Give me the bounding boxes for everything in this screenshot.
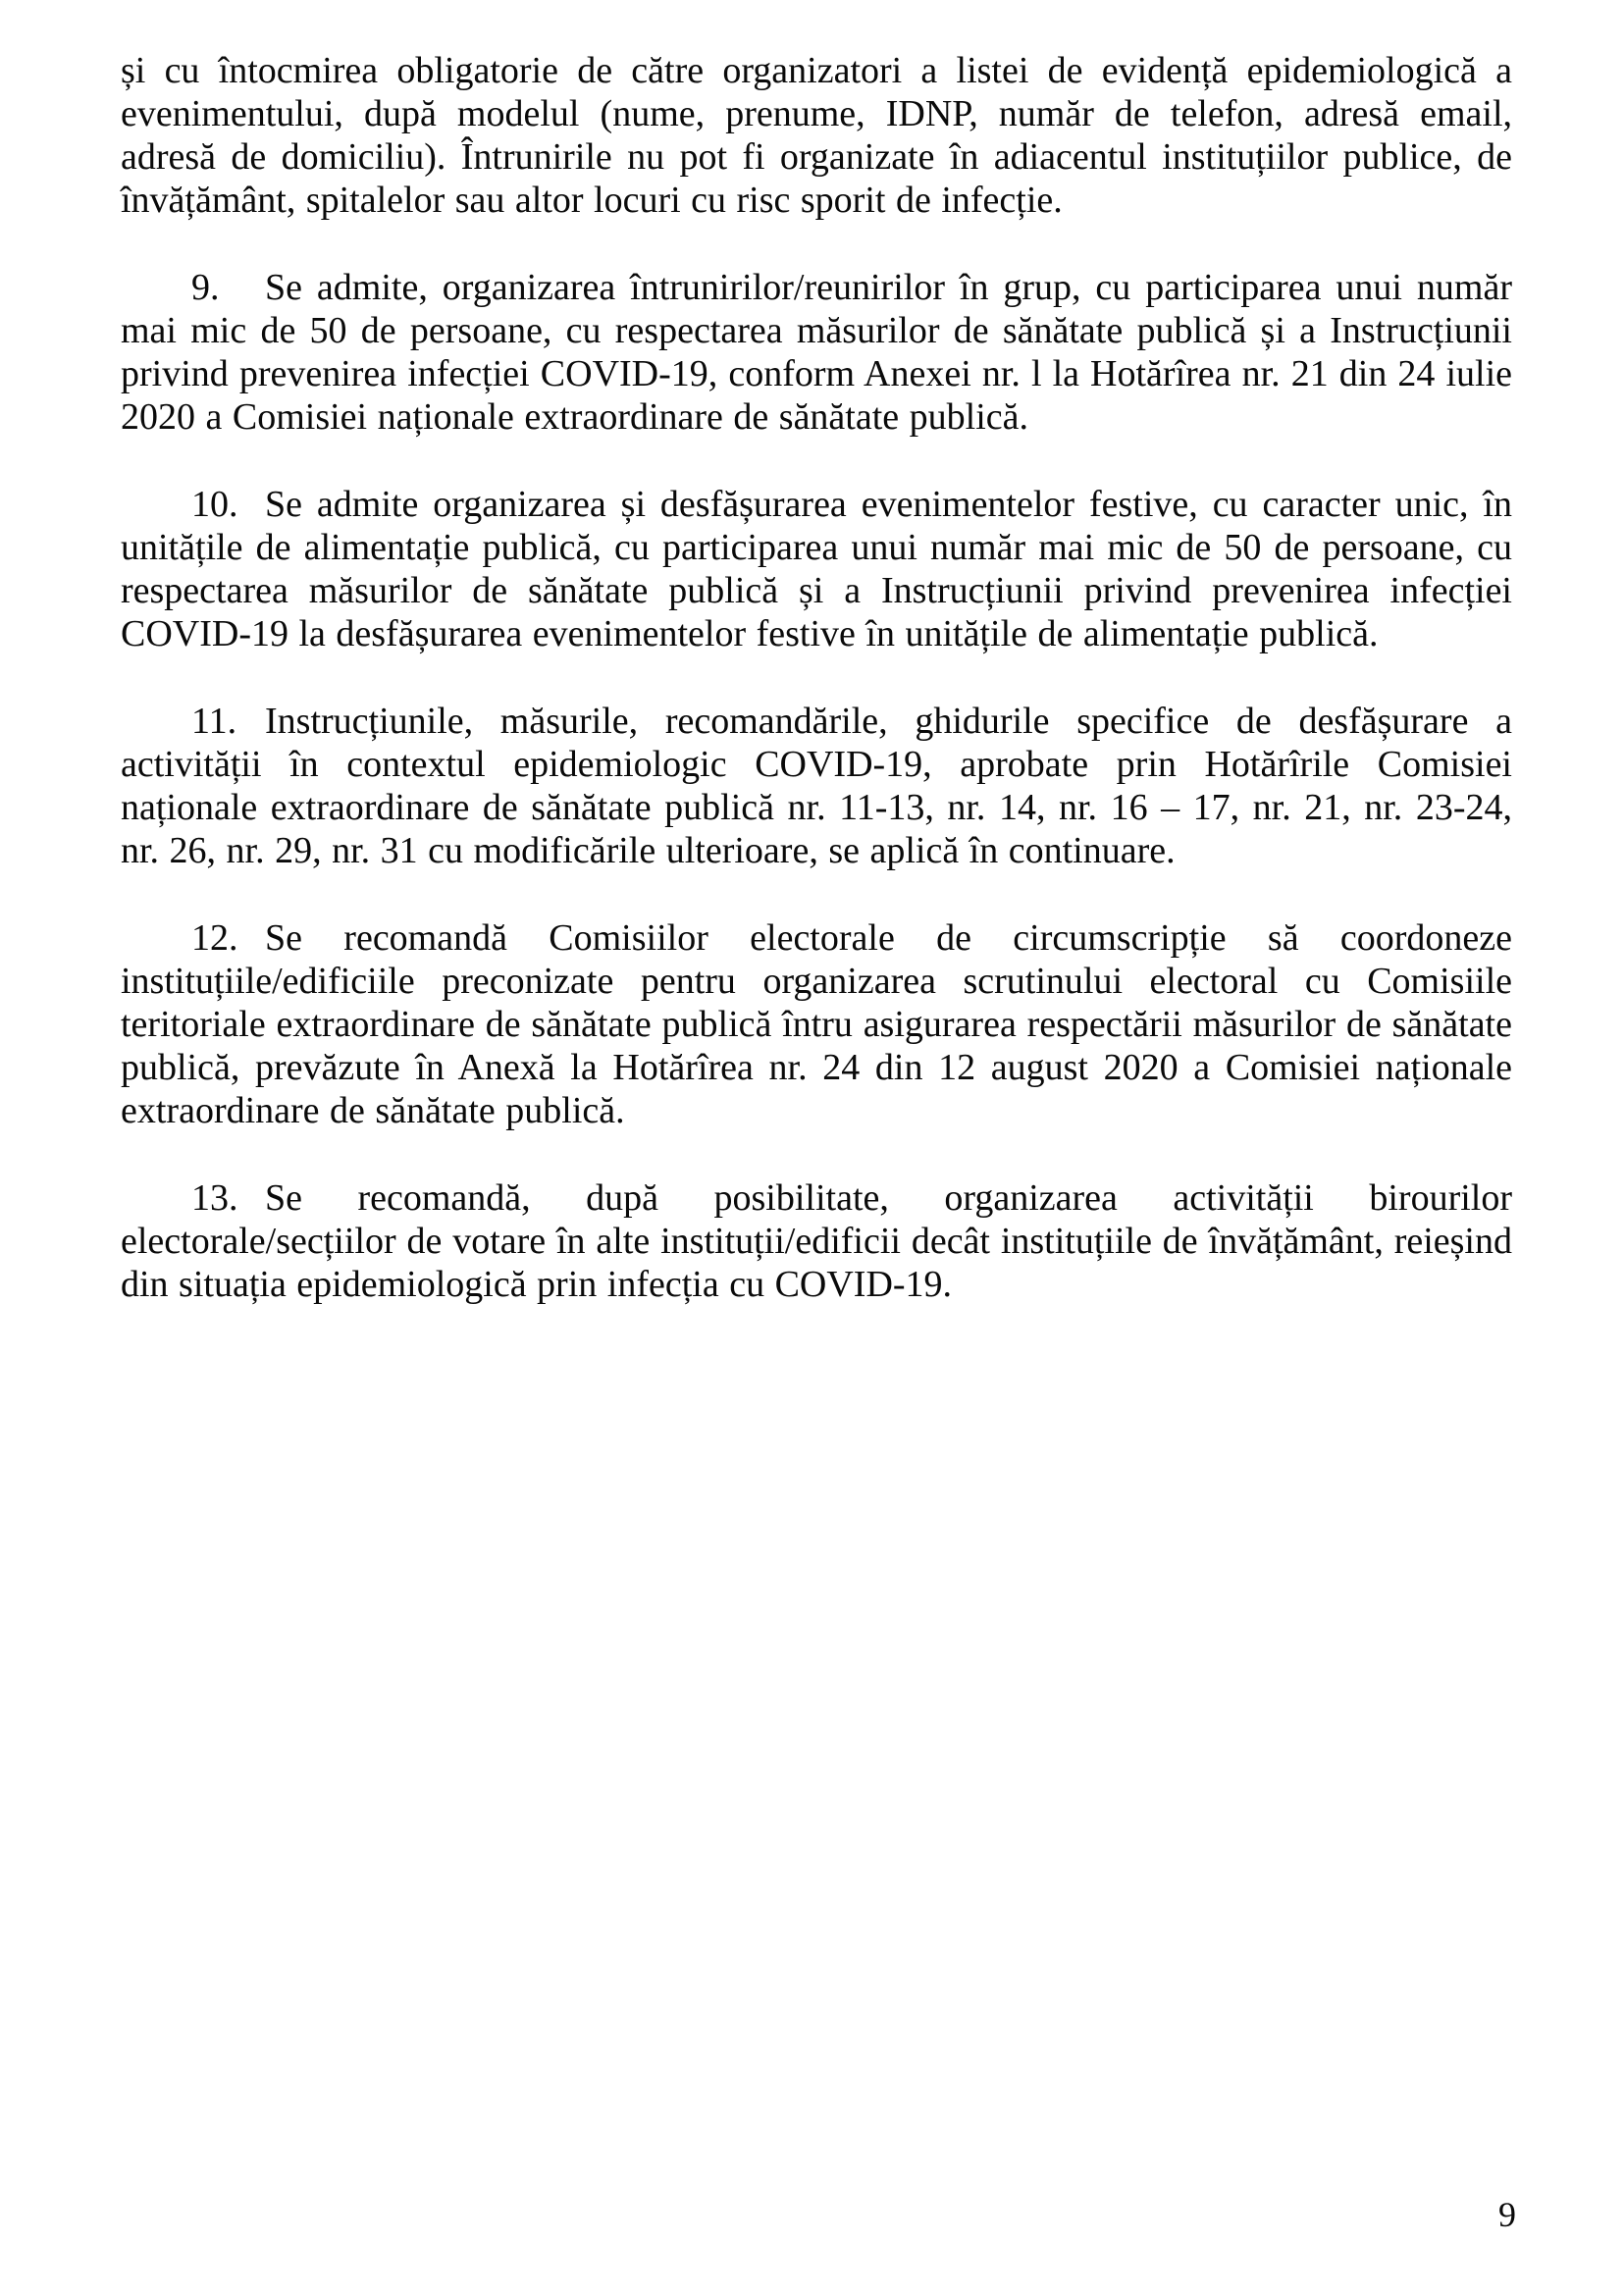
paragraph-number: 11.	[191, 701, 237, 742]
paragraph-number: 10.	[191, 484, 238, 525]
paragraph-text: și cu întocmirea obligatorie de către organizatori a listei de evidență epidemiologică a evenimentului, după modelul (nume, prenume, IDNP, număr de telefon, adresă email, adresă de domiciliu). Întrunirile nu pot fi organizate în adiacentul instituțiilor publice, de învățământ, spitalelor sau altor locuri cu risc sporit de infecție.	[121, 50, 1512, 221]
paragraph-continuation	[121, 49, 1512, 222]
paragraph-11	[121, 700, 1512, 872]
paragraph-13	[121, 1176, 1512, 1306]
paragraph-text: Se admite organizarea și desfășurarea evenimentelor festive, cu caracter unic, în unitățile de alimentație publică, cu participarea unui număr mai mic de 50 de persoane, cu respectarea măsurilor de sănătate publică și a Instrucțiunii privind prevenirea infecției COVID-19 la desfășurarea evenimentelor festive în unitățile de alimentație publică.	[121, 484, 1512, 654]
paragraph-text: Se recomandă, după posibilitate, organizarea activității birourilor electorale/secțiilor de votare în alte instituții/edificii decât instituțiile de învățământ, reieșind din situația epidemiologică prin infecția cu COVID-19.	[121, 1177, 1512, 1305]
paragraph-number: 13.	[191, 1177, 238, 1219]
paragraph-9	[121, 266, 1512, 439]
paragraph-12	[121, 916, 1512, 1132]
page-number: 9	[1498, 2195, 1516, 2234]
paragraph-10	[121, 483, 1512, 655]
paragraph-text: Se admite, organizarea întrunirilor/reunirilor în grup, cu participarea unui număr mai mic de 50 de persoane, cu respectarea măsurilor de sănătate publică și a Instrucțiunii privind prevenirea infecției COVID-19, conform Anexei nr. l la Hotărîrea nr. 21 din 24 iulie 2020 a Comisiei naționale extraordinare de sănătate publică.	[121, 267, 1512, 438]
paragraph-number: 12.	[191, 917, 238, 959]
paragraph-text: Se recomandă Comisiilor electorale de circumscripție să coordoneze instituțiile/edificiile preconizate pentru organizarea scrutinului electoral cu Comisiile teritoriale extraordinare de sănătate publică întru asigurarea respectării măsurilor de sănătate publică, prevăzute în Anexă la Hotărîrea nr. 24 din 12 august 2020 a Comisiei naționale extraordinare de sănătate publică.	[121, 917, 1512, 1131]
paragraph-number: 9.	[191, 267, 220, 308]
paragraph-text: Instrucțiunile, măsurile, recomandările, ghidurile specifice de desfășurare a activității în contextul epidemiologic COVID-19, aprobate prin Hotărîrile Comisiei naționale extraordinare de sănătate publică nr. 11-13, nr. 14, nr. 16 – 17, nr. 21, nr. 23-24, nr. 26, nr. 29, nr. 31 cu modificările ulterioare, se aplică în continuare.	[121, 701, 1512, 871]
document-body	[121, 49, 1512, 1350]
